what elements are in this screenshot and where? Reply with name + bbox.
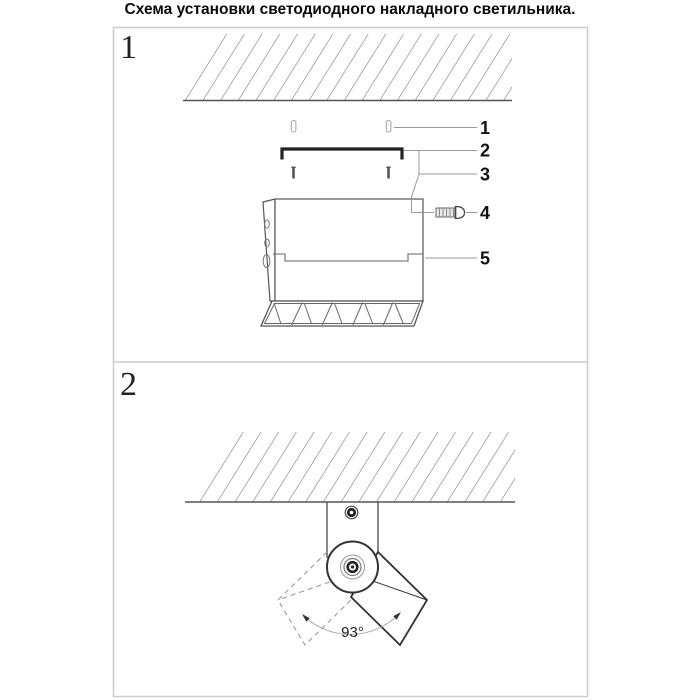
mounting-bracket bbox=[282, 149, 402, 160]
pan-head-screw-icon bbox=[436, 207, 465, 219]
luminaire-body bbox=[261, 199, 423, 326]
panel-2 bbox=[120, 366, 515, 645]
callout-label-2: 2 bbox=[479, 140, 491, 161]
wall-plug-icon bbox=[291, 121, 391, 133]
angle-label: 93° bbox=[341, 624, 364, 641]
panel-2-number: 2 bbox=[120, 366, 137, 403]
luminaire-front-face bbox=[275, 199, 423, 301]
luminaire-grille bbox=[261, 301, 423, 326]
callout-label-1: 1 bbox=[479, 118, 491, 138]
callout-label-3: 3 bbox=[479, 164, 491, 185]
callout-label-5: 5 bbox=[479, 248, 491, 269]
panel-1-number: 1 bbox=[120, 29, 137, 66]
luminaire-side-face bbox=[263, 199, 275, 301]
ceiling-hatch-2 bbox=[185, 432, 515, 502]
screw-icon bbox=[291, 167, 390, 178]
panel-1 bbox=[120, 29, 512, 326]
callout-label-4: 4 bbox=[479, 203, 491, 223]
ceiling-hatch bbox=[183, 34, 512, 100]
page-title: Схема установки светодиодного накладного светильника. bbox=[124, 1, 576, 18]
swivel-joint-icon bbox=[327, 542, 378, 593]
